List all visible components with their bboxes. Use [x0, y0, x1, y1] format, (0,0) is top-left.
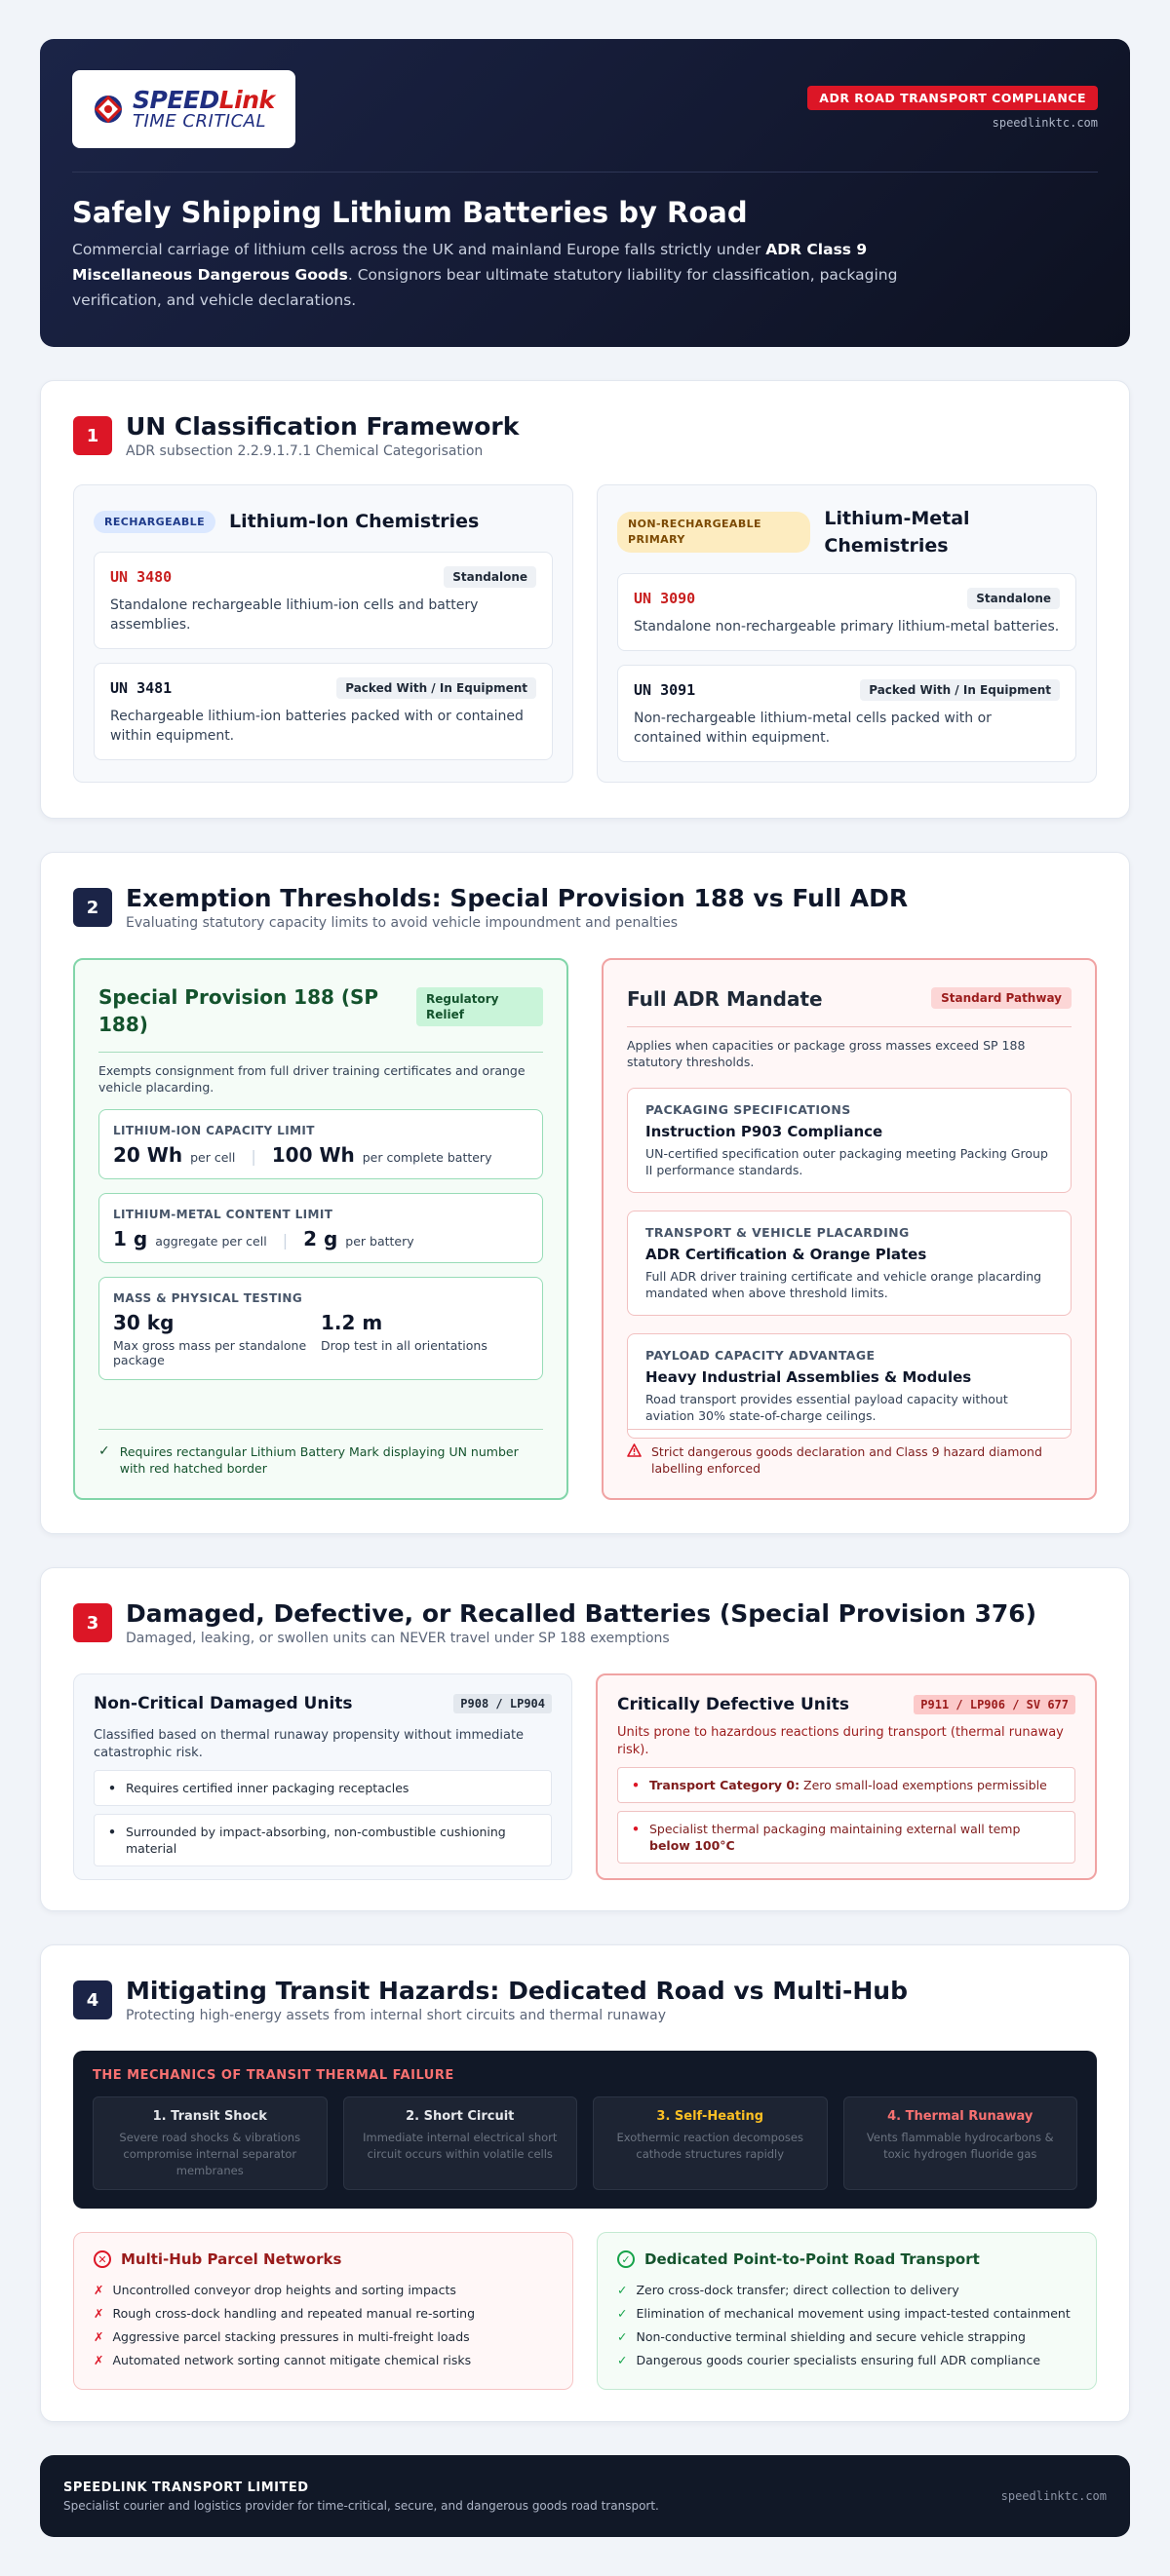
list-item: ✓ Elimination of mechanical movement using impact-tested containment [617, 2306, 1071, 2321]
un-tag: Standalone [967, 588, 1060, 609]
card-description: Units prone to hazardous reactions during transport (thermal runaway risk). [617, 1725, 1064, 1757]
x-circle-icon: ✕ [94, 2250, 111, 2268]
lithium-metal-card [597, 484, 1097, 783]
card-title: Special Provision 188 (SP 188) [98, 985, 379, 1036]
metal-content-limit: LITHIUM-METAL CONTENT LIMIT 1 g aggregate per cell | 2 g per battery [98, 1193, 543, 1263]
section-subtitle: Protecting high-energy assets from internal short circuits and thermal runaway [126, 2008, 666, 2023]
packing-code-tag: P908 / LP904 [453, 1694, 552, 1713]
card-description: Classified based on thermal runaway propensity without immediate catastrophic risk. [94, 1728, 525, 1760]
step-title: 2. Short Circuit [406, 2109, 515, 2124]
list-item: • Requires certified inner packaging receptacles [94, 1770, 552, 1806]
card-intro: Applies when capacities or package gross masses exceed SP 188 statutory thresholds. [627, 1038, 1026, 1069]
req-title: Heavy Industrial Assemblies & Modules [645, 1368, 972, 1386]
req-desc: UN-certified specification outer packaging meeting Packing Group II performance standards. [645, 1146, 1048, 1177]
hero-url[interactable]: speedlinktc.com [992, 116, 1098, 130]
req-label: PAYLOAD CAPACITY ADVANTAGE [645, 1348, 876, 1363]
footer-company-name: SPEEDLINK TRANSPORT LIMITED [63, 2480, 309, 2495]
full-adr-card [602, 958, 1097, 1500]
un-entry [617, 665, 1076, 762]
failure-step [93, 2096, 328, 2190]
footer-description: Specialist courier and logistics provider for time-critical, secure, and dangerous goods road transport. [63, 2498, 659, 2513]
panel-title: THE MECHANICS OF TRANSIT THERMAL FAILURE [93, 2068, 454, 2083]
failure-step [843, 2096, 1078, 2190]
lithium-ion-card [73, 484, 573, 783]
card-title: Non-Critical Damaged Units [94, 1694, 353, 1713]
limit-unit: per battery [345, 1234, 414, 1249]
card-title: Multi-Hub Parcel Networks [121, 2250, 342, 2268]
hero-divider [72, 172, 1098, 173]
req-title: Instruction P903 Compliance [645, 1123, 883, 1140]
limit-value: 2 g [303, 1227, 338, 1250]
section-subtitle: Evaluating statutory capacity limits to avoid vehicle impoundment and penalties [126, 915, 679, 931]
rechargeable-pill: RECHARGEABLE [94, 511, 215, 533]
step-title: 1. Transit Shock [152, 2109, 267, 2124]
un-tag: Standalone [444, 566, 536, 588]
sp188-card [73, 958, 568, 1500]
un-code: UN 3481 [110, 679, 173, 697]
section-damaged-batteries [40, 1567, 1130, 1911]
step-title: 4. Thermal Runaway [887, 2109, 1034, 2124]
card-title: Critically Defective Units [617, 1695, 849, 1714]
section-number: 1 [73, 416, 112, 455]
section-number: 3 [73, 1603, 112, 1642]
limit-value: 20 Wh [113, 1143, 183, 1167]
req-desc: Full ADR driver training certificate and vehicle orange placarding mandated when above threshold limits. [645, 1269, 1042, 1300]
section-un-classification [40, 380, 1130, 819]
un-description: Standalone rechargeable lithium-ion cells and battery assemblies. [110, 597, 479, 633]
un-description: Standalone non-rechargeable primary lithium-metal batteries. [634, 619, 1060, 634]
footer-url[interactable]: speedlinktc.com [1000, 2489, 1107, 2503]
section-subtitle: Damaged, leaking, or swollen units can NEVER travel under SP 188 exemptions [126, 1631, 670, 1646]
page-footer [40, 2455, 1130, 2537]
req-label: TRANSPORT & VEHICLE PLACARDING [645, 1225, 910, 1240]
standard-pathway-badge: Standard Pathway [931, 987, 1072, 1009]
multi-hub-card [73, 2232, 573, 2390]
un-entry [94, 663, 553, 760]
card-footer-note [98, 1429, 543, 1477]
requirement-box [627, 1088, 1072, 1193]
failure-step [343, 2096, 578, 2190]
requirement-box [627, 1333, 1072, 1439]
list-item: ✗ Automated network sorting cannot mitigate chemical risks [94, 2353, 472, 2367]
card-title: Dedicated Point-to-Point Road Transport [644, 2250, 980, 2268]
failure-step [593, 2096, 828, 2190]
hero-banner [40, 39, 1130, 347]
req-title: ADR Certification & Orange Plates [645, 1246, 927, 1263]
card-title: Lithium-Metal Chemistries [824, 508, 970, 557]
limit-unit: per cell [190, 1150, 236, 1165]
section-title: UN Classification Framework [126, 412, 520, 441]
card-footer-note [627, 1429, 1072, 1477]
section-number: 2 [73, 888, 112, 927]
footer-text: Requires rectangular Lithium Battery Mark displaying UN number with red hatched border [119, 1444, 519, 1476]
logo-wordmark: SPEEDLink [133, 86, 275, 114]
compliance-badge: ADR ROAD TRANSPORT COMPLIANCE [807, 86, 1098, 110]
limit-label: LITHIUM-ION CAPACITY LIMIT [113, 1124, 315, 1137]
step-title: 3. Self-Heating [656, 2109, 764, 2124]
req-desc: Road transport provides essential payload capacity without aviation 30% state-of-charge ceilings. [645, 1392, 1008, 1423]
thermal-failure-panel [73, 2051, 1097, 2209]
limit-unit: Drop test in all orientations [321, 1338, 488, 1353]
un-tag: Packed With / In Equipment [336, 677, 536, 699]
logo-tagline: TIME CRITICAL [133, 111, 267, 132]
list-item: • Transport Category 0: Zero small-load exemptions permissible [617, 1767, 1075, 1803]
check-circle-icon: ✓ [617, 2250, 635, 2268]
regulatory-relief-badge: Regulatory Relief [416, 987, 543, 1026]
check-icon: ✓ [98, 1443, 110, 1459]
section-title: Exemption Thresholds: Special Provision 188 vs Full ADR [126, 884, 909, 912]
step-desc: Vents flammable hydrocarbons & toxic hydrogen fluoride gas [866, 2131, 1054, 2161]
footer-text: Strict dangerous goods declaration and Class 9 hazard diamond labelling enforced [651, 1444, 1042, 1476]
limit-value: 1.2 m [321, 1311, 383, 1334]
mass-testing-limit [98, 1277, 543, 1380]
card-title: Lithium-Ion Chemistries [229, 511, 480, 532]
un-tag: Packed With / In Equipment [860, 679, 1060, 701]
limit-unit: aggregate per cell [155, 1234, 267, 1249]
section-title: Damaged, Defective, or Recalled Batteries (Special Provision 376) [126, 1599, 1037, 1628]
hero-description: Commercial carriage of lithium cells across the UK and mainland Europe falls strictly under ADR Class 9 Miscellaneous Dangerous Goods. Consignors bear ultimate statutory liability for classification, packaging verification, and vehicle declarations. [72, 241, 898, 309]
card-intro: Exempts consignment from full driver training certificates and orange vehicle placarding. [98, 1063, 526, 1095]
un-description: Rechargeable lithium-ion batteries packed with or contained within equipment. [110, 709, 524, 744]
step-desc: Severe road shocks & vibrations compromise internal separator membranes [119, 2131, 301, 2177]
non-critical-card [73, 1673, 572, 1880]
limit-value: 1 g [113, 1227, 148, 1250]
step-desc: Immediate internal electrical short circuit occurs within volatile cells [363, 2131, 558, 2161]
section-number: 4 [73, 1980, 112, 2019]
limit-unit: per complete battery [362, 1150, 492, 1165]
card-title: Full ADR Mandate [627, 987, 823, 1011]
packing-code-tag: P911 / LP906 / SV 677 [914, 1695, 1075, 1714]
un-code: UN 3090 [634, 590, 696, 607]
dedicated-transport-card [597, 2232, 1097, 2390]
ion-capacity-limit: LITHIUM-ION CAPACITY LIMIT 20 Wh per cell | 100 Wh per complete battery [98, 1109, 543, 1179]
list-item: ✗ Aggressive parcel stacking pressures in multi-freight loads [94, 2329, 470, 2344]
critical-card [596, 1673, 1097, 1880]
non-rechargeable-pill: NON-RECHARGEABLE PRIMARY [617, 512, 810, 553]
un-code: UN 3091 [634, 681, 696, 699]
limit-value: 100 Wh [271, 1143, 355, 1167]
un-code: UN 3480 [110, 568, 173, 586]
limit-value: 30 kg [113, 1311, 175, 1334]
limit-label: MASS & PHYSICAL TESTING [113, 1291, 303, 1305]
un-entry [617, 573, 1076, 651]
company-logo[interactable] [72, 70, 295, 148]
list-item: ✓ Dangerous goods courier specialists ensuring full ADR compliance [617, 2353, 1041, 2367]
un-description: Non-rechargeable lithium-metal cells packed with or contained within equipment. [634, 711, 992, 746]
list-item: ✓ Non-conductive terminal shielding and secure vehicle strapping [617, 2329, 1026, 2344]
step-desc: Exothermic reaction decomposes cathode structures rapidly [616, 2131, 803, 2161]
list-item: ✗ Rough cross-dock handling and repeated manual re-sorting [94, 2306, 476, 2321]
list-item: • Surrounded by impact-absorbing, non-combustible cushioning material [94, 1814, 552, 1866]
limit-label: LITHIUM-METAL CONTENT LIMIT [113, 1208, 333, 1221]
section-subtitle: ADR subsection 2.2.9.1.7.1 Chemical Categorisation [126, 443, 484, 459]
requirement-box [627, 1211, 1072, 1316]
req-label: PACKAGING SPECIFICATIONS [645, 1102, 851, 1117]
page-title: Safely Shipping Lithium Batteries by Road [72, 196, 748, 229]
section-title: Mitigating Transit Hazards: Dedicated Road vs Multi-Hub [126, 1977, 908, 2005]
list-item: • Specialist thermal packaging maintaining external wall temp below 100°C [617, 1811, 1075, 1864]
section-exemption-thresholds [40, 852, 1130, 1534]
limit-unit: Max gross mass per standalone package [113, 1338, 307, 1367]
list-item: ✓ Zero cross-dock transfer; direct collection to delivery [617, 2283, 959, 2297]
list-item: ✗ Uncontrolled conveyor drop heights and sorting impacts [94, 2283, 456, 2297]
un-entry [94, 552, 553, 649]
warning-icon [627, 1443, 642, 1477]
section-transit-hazards [40, 1944, 1130, 2422]
logo-globe-icon [92, 93, 125, 126]
